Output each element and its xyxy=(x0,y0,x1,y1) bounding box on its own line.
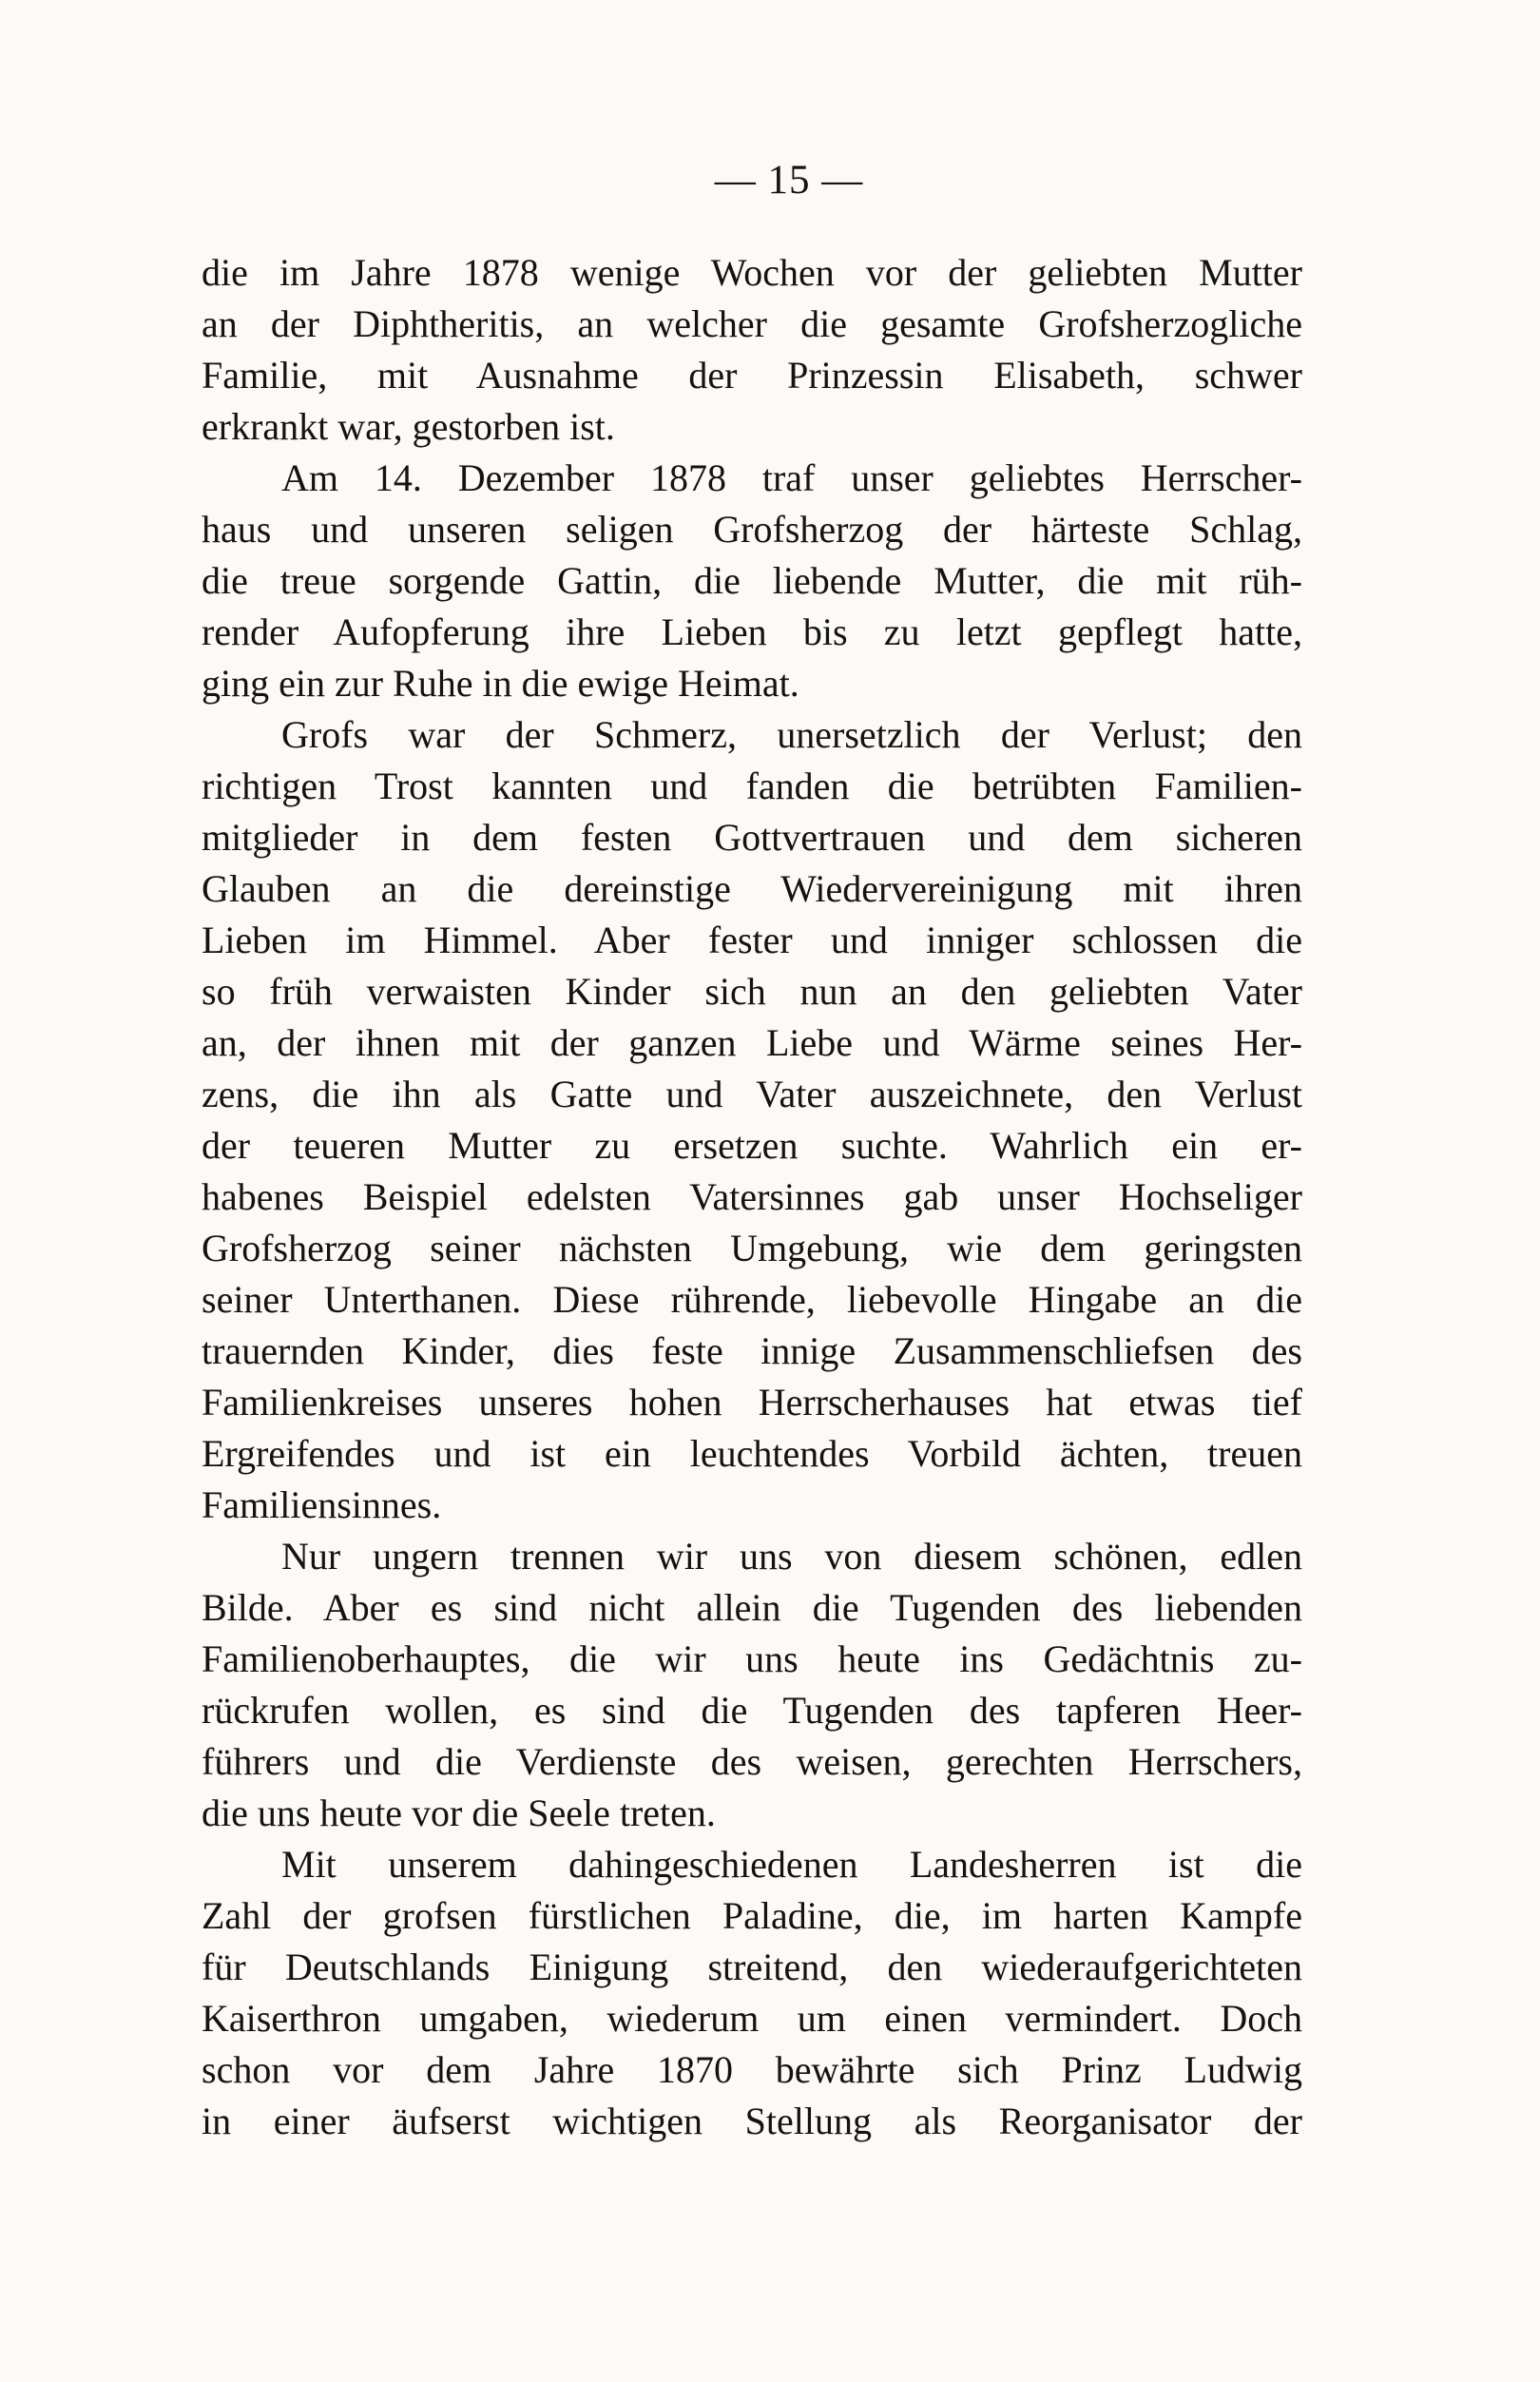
text-line: Am 14. Dezember 1878 traf unser geliebtes Herrscher- xyxy=(281,456,1302,499)
text-line: Lieben im Himmel. Aber fester und inniger schlossen die xyxy=(202,919,1302,961)
text-line: Nur ungern trennen wir uns von diesem schönen, edlen xyxy=(281,1535,1302,1578)
text-line: so früh verwaisten Kinder sich nun an den geliebten Vater xyxy=(202,970,1302,1013)
text-line: Glauben an die dereinstige Wiedervereinigung mit ihren xyxy=(202,867,1302,910)
text-line: die treue sorgende Gattin, die liebende Mutter, die mit rüh- xyxy=(202,559,1302,602)
paragraph xyxy=(202,709,1302,1531)
text-line: Familienoberhauptes, die wir uns heute ins Gedächtnis zu- xyxy=(202,1637,1302,1680)
text-line: Familiensinnes. xyxy=(202,1483,442,1526)
paragraph xyxy=(202,247,1302,453)
text-line: Familie, mit Ausnahme der Prinzessin Elisabeth, schwer xyxy=(202,354,1302,397)
text-line: mitglieder in dem festen Gottvertrauen und dem sicheren xyxy=(202,816,1302,859)
paragraph xyxy=(202,1531,1302,1839)
page-number: — 15 — xyxy=(714,158,864,203)
text-line: in einer äufserst wichtigen Stellung als Reorganisator der xyxy=(202,2100,1302,2142)
text-line: rückrufen wollen, es sind die Tugenden des tapferen Heer- xyxy=(202,1689,1302,1732)
text-line: Kaiserthron umgaben, wiederum um einen vermindert. Doch xyxy=(202,1997,1302,2040)
text-line: zens, die ihn als Gatte und Vater auszeichnete, den Verlust xyxy=(202,1073,1302,1115)
text-line: richtigen Trost kannten und fanden die betrübten Familien- xyxy=(202,765,1302,807)
text-line: habenes Beispiel edelsten Vatersinnes gab unser Hochseliger xyxy=(202,1175,1302,1218)
text-line: Grofsherzog seiner nächsten Umgebung, wie dem geringsten xyxy=(202,1227,1302,1269)
text-line: für Deutschlands Einigung streitend, den wiederaufgerichteten xyxy=(202,1946,1302,1988)
text-line: führers und die Verdienste des weisen, gerechten Herrschers, xyxy=(202,1740,1302,1783)
text-line: schon vor dem Jahre 1870 bewährte sich Prinz Ludwig xyxy=(202,2048,1302,2091)
text-line: Mit unserem dahingeschiedenen Landesherren ist die xyxy=(281,1843,1302,1886)
text-line: die im Jahre 1878 wenige Wochen vor der geliebten Mutter xyxy=(202,251,1302,294)
text-line: der teueren Mutter zu ersetzen suchte. Wahrlich ein er- xyxy=(202,1124,1302,1167)
text-line: Bilde. Aber es sind nicht allein die Tugenden des liebenden xyxy=(202,1586,1302,1629)
text-line: die uns heute vor die Seele treten. xyxy=(202,1791,716,1834)
text-line: trauernden Kinder, dies feste innige Zusammenschliefsen des xyxy=(202,1329,1302,1372)
text-line: erkrankt war, gestorben ist. xyxy=(202,405,615,448)
body-text xyxy=(202,247,1302,2147)
text-line: Ergreifendes und ist ein leuchtendes Vorbild ächten, treuen xyxy=(202,1432,1302,1475)
text-line: haus und unseren seligen Grofsherzog der härteste Schlag, xyxy=(202,508,1302,551)
text-line: an, der ihnen mit der ganzen Liebe und Wärme seines Her- xyxy=(202,1021,1302,1064)
text-line: ging ein zur Ruhe in die ewige Heimat. xyxy=(202,662,799,705)
text-line: Familienkreises unseres hohen Herrscherhauses hat etwas tief xyxy=(202,1381,1302,1423)
text-line: render Aufopferung ihre Lieben bis zu letzt gepflegt hatte, xyxy=(202,610,1302,653)
text-line: Grofs war der Schmerz, unersetzlich der Verlust; den xyxy=(281,713,1302,756)
paragraph xyxy=(202,453,1302,709)
text-line: seiner Unterthanen. Diese rührende, liebevolle Hingabe an die xyxy=(202,1278,1302,1321)
text-line: Zahl der grofsen fürstlichen Paladine, die, im harten Kampfe xyxy=(202,1894,1302,1937)
paragraph xyxy=(202,1839,1302,2147)
text-line: an der Diphtheritis, an welcher die gesamte Grofsherzogliche xyxy=(202,302,1302,345)
